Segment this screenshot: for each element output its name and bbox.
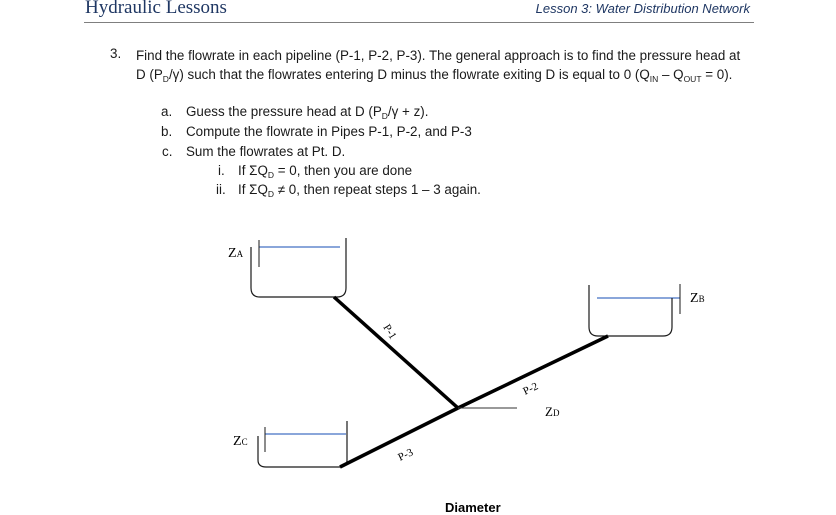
pipe-p1-label: P-1 [380,322,399,342]
label-zb: ZB [690,291,705,306]
diameter-label: Diameter [445,500,501,515]
reservoir-a [228,238,346,297]
reservoir-c [233,421,347,467]
substep-i-marker: i. [218,163,225,178]
pipe-p1 [334,297,458,408]
lesson-subtitle: Lesson 3: Water Distribution Network [535,1,750,16]
reservoir-c-tank [258,421,347,467]
step-c: Sum the flowrates at Pt. D. [186,144,346,159]
step-b-marker: b. [161,124,173,139]
label-za: ZA [228,246,244,261]
label-zc: ZC [233,434,248,449]
substep-ii: If $\Sigma Q_D \ne 0$, then repeat steps 1 – 3 again. [238,182,481,199]
substep-ii-marker: ii. [216,182,226,197]
pipe-p2-label: P-2 [521,380,541,398]
question-text: Find the flowrate in each pipeline (P-1, P-2, P-3). The general approach is to find the pressure head at D $(P_D/\gamma)$ such that the flowrates entering D minus the flowrate exiting D is equal to 0 $(Q_{IN} - Q_{OUT} = 0)$. [136,48,741,84]
substep-i: If $\Sigma Q_D = 0$, then you are done [238,163,413,180]
step-c-marker: c. [162,144,173,159]
document-header-title: Hydraulic Lessons [85,0,227,18]
pipe-p2 [458,336,608,408]
step-a-marker: a. [161,104,173,119]
question-number: 3. [110,46,122,61]
reservoir-b-tank [589,285,672,336]
reservoir-b [589,284,705,336]
step-b: Compute the flowrate in Pipes P-1, P-2, and P-3 [186,124,472,139]
label-zd: ZD [545,404,560,419]
step-a: Guess the pressure head at D $(P_D/\gamma + z)$. [186,104,429,121]
pipe-p3-label: P-3 [396,446,416,464]
